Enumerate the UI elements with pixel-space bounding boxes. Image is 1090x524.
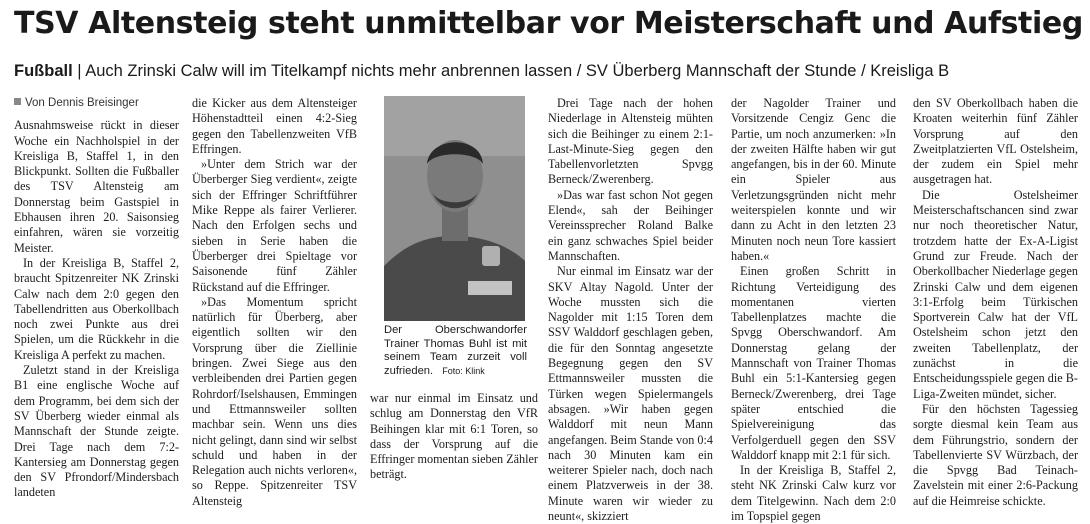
photo-caption: [384, 324, 527, 378]
paragraph: Zuletzt stand in der Kreisliga B1 eine englische Woche auf dem Programm, bei dem sich der SV Überberg wieder einmal als Mannschaft der Stunde zeigte. Drei Tage nach dem 7:2-Kantersieg am Donnerstag gegen den SV Pfrondorf/Mindersbach landeten: [14, 363, 179, 500]
column-4: [548, 96, 713, 524]
paragraph: Die Ostelsheimer Meisterschaftschancen sind zwar nur noch theoretischer Natur, trotzdem hatte der Ex-A-Ligist Grund zur Freude. Nach der Oberkollbacher Niederlage gegen Zrinski Calw und dem eigenen 3:1-Erfolg beim Türkischen Sportverein Calw hat der VfL Ostelsheim schon jetzt den zweiten Tabellenplatz, der zunächst in die Entscheidungsspiele gegen die B-Liga-Zweiten mündet, sicher.: [913, 187, 1078, 401]
paragraph: In der Kreisliga B, Staffel 2, braucht Spitzenreiter NK Zrinski Calw nach dem 2:0 gegen den Tabellendritten aus Oberkollbach noch zwei Punkte aus drei Spielen, um die Rückkehr in die Kreisliga A perfekt zu machen.: [14, 255, 179, 362]
player-photo: [384, 96, 525, 321]
paragraph: Für den höchsten Tagessieg sorgte diesmal kein Team aus dem Führungstrio, sondern der Tabellenvierte SV Würzbach, der die Spvgg Bad Teinach-Zavelstein mit einer 2:6-Packung auf die Heimreise schickte.: [913, 401, 1078, 508]
paragraph: Einen großen Schritt in Richtung Verteidigung des momentanen vierten Tabellenplatzes machte die Spvgg Oberschwandorf. Am Donnerstag gelang der Mannschaft von Trainer Thomas Buhl ein 5:1-Kantersieg gegen Berneck/Zwerenberg, drei Tage später entschied die Spielvereinigung das Verfolgerduell gegen den SSV Walddorf knapp mit 2:1 für sich.: [731, 264, 896, 462]
paragraph: war nur einmal im Einsatz und schlug am Donnerstag den VfR Beihingen klar mit 6:1 Toren, so dass der Vorsprung auf die Effringer momentan sieben Zähler beträgt.: [370, 391, 538, 482]
column-3: [370, 391, 538, 483]
column-1: [14, 96, 179, 501]
bullet-square-icon: [14, 98, 21, 105]
paragraph: »Das Momentum spricht natürlich für Überberg, aber eigentlich sollten wir den Vorsprung über die Ziellinie bringen. Zwei Siege aus den verbleibenden drei Partien gegen Rohrdorf/Iselshausen, Emmingen und Ettmannsweiler sollten machbar sein. Wenn uns dies nicht gelingt, dann sind wir selbst schuld und haben in der Relegation auch nichts verloren«, so Reppe. Spitzenreiter TSV Altensteig: [192, 294, 357, 508]
paragraph: In der Kreisliga B, Staffel 2, steht NK Zrinski Calw kurz vor dem Titelgewinn. Nach dem 2:0 im Topspiel gegen: [731, 463, 896, 524]
paragraph: die Kicker aus dem Altensteiger Höhenstadtteil einen 4:2-Sieg gegen den Tabellenzweiten VfB Effringen.: [192, 96, 357, 156]
byline: [14, 96, 179, 111]
headline: TSV Altensteig steht unmittelbar vor Meisterschaft und Aufstieg: [14, 6, 1083, 41]
column-2: [192, 96, 357, 509]
paragraph: Drei Tage nach der hohen Niederlage in Altensteig mühten sich die Beihinger zu einem 2:1-Last-Minute-Sieg gegen den Tabellenvorletzten Spvgg Berneck/Zwerenberg.: [548, 96, 713, 187]
paragraph: der Nagolder Trainer und Vorsitzende Cengiz Genc die Partie, um noch anzumerken: »In der zweiten Hälfte haben wir gut angefangen, bis in der 60. Minute ein Spieler aus Verletzungsgründen nicht mehr weiterspielen konnte und wir dann zu Acht in den letzten 23 Minuten noch neun Tore kassiert haben.«: [731, 96, 896, 263]
paragraph: »Unter dem Strich war der Überberger Sieg verdient«, zeigte sich der Effringer Schriftführer Mike Reppe als fairer Verlierer. Nach den Erfolgen sechs und sieben in Serie haben die Überberger drei Spieltage vor Saisonende fünf Zähler Rückstand auf die Effringer.: [192, 157, 357, 294]
paragraph: Ausnahmsweise rückt in dieser Woche ein Nachholspiel in der Kreisliga B, Staffel 1, in den Blickpunkt. Sollten die Fußballer des TSV Altensteig am Donnerstag beim Gastspiel in Ebhausen ihren 20. Saisonsieg einfahren, wären sie vorzeitig Meister.: [14, 118, 179, 255]
byline-text: Von Dennis Breisinger: [25, 97, 139, 109]
player-portrait-image: [384, 96, 525, 321]
photo-credit: Foto: Klink: [442, 365, 485, 376]
photo-caption-text: Der Oberschwandorfer Trainer Thomas Buhl ist mit seinem Team zurzeit voll zufrieden.: [384, 324, 527, 377]
subline: [14, 62, 1084, 81]
subline-kicker: Fußball: [14, 62, 73, 80]
column-6: [913, 96, 1078, 509]
paragraph: Nur einmal im Einsatz war der SKV Altay Nagold. Unter der Woche mussten sich die Nagolder mit 1:15 Toren dem SSV Walddorf geschlagen geben, die für den Sonntag angesetzte Begegnung gegen den SV Ettmannsweiler mussten die Türken wegen Spielermangels absagen. »Wir haben gegen Walddorf mit neun Mann angefangen. Beim Stande von 0:4 nach 30 Minuten kam ein weiterer Spieler nach, doch nach einem Platzverweis in der 38. Minute waren wir wieder zu neunt«, skizziert: [548, 264, 713, 524]
column-5: [731, 96, 896, 524]
paragraph: den SV Oberkollbach haben die Kroaten weiterhin fünf Zähler Vorsprung auf den Zweitplatzierten VfL Ostelsheim, der zudem ein Spiel mehr ausgetragen hat.: [913, 96, 1078, 187]
subline-text: | Auch Zrinski Calw will im Titelkampf nichts mehr anbrennen lassen / SV Überberg Mannschaft der Stunde / Kreisliga B: [77, 62, 950, 80]
paragraph: »Das war fast schon Not gegen Elend«, sah der Beihinger Vereinssprecher Roland Balke ein ganz schwaches Spiel beider Mannschaften.: [548, 187, 713, 263]
